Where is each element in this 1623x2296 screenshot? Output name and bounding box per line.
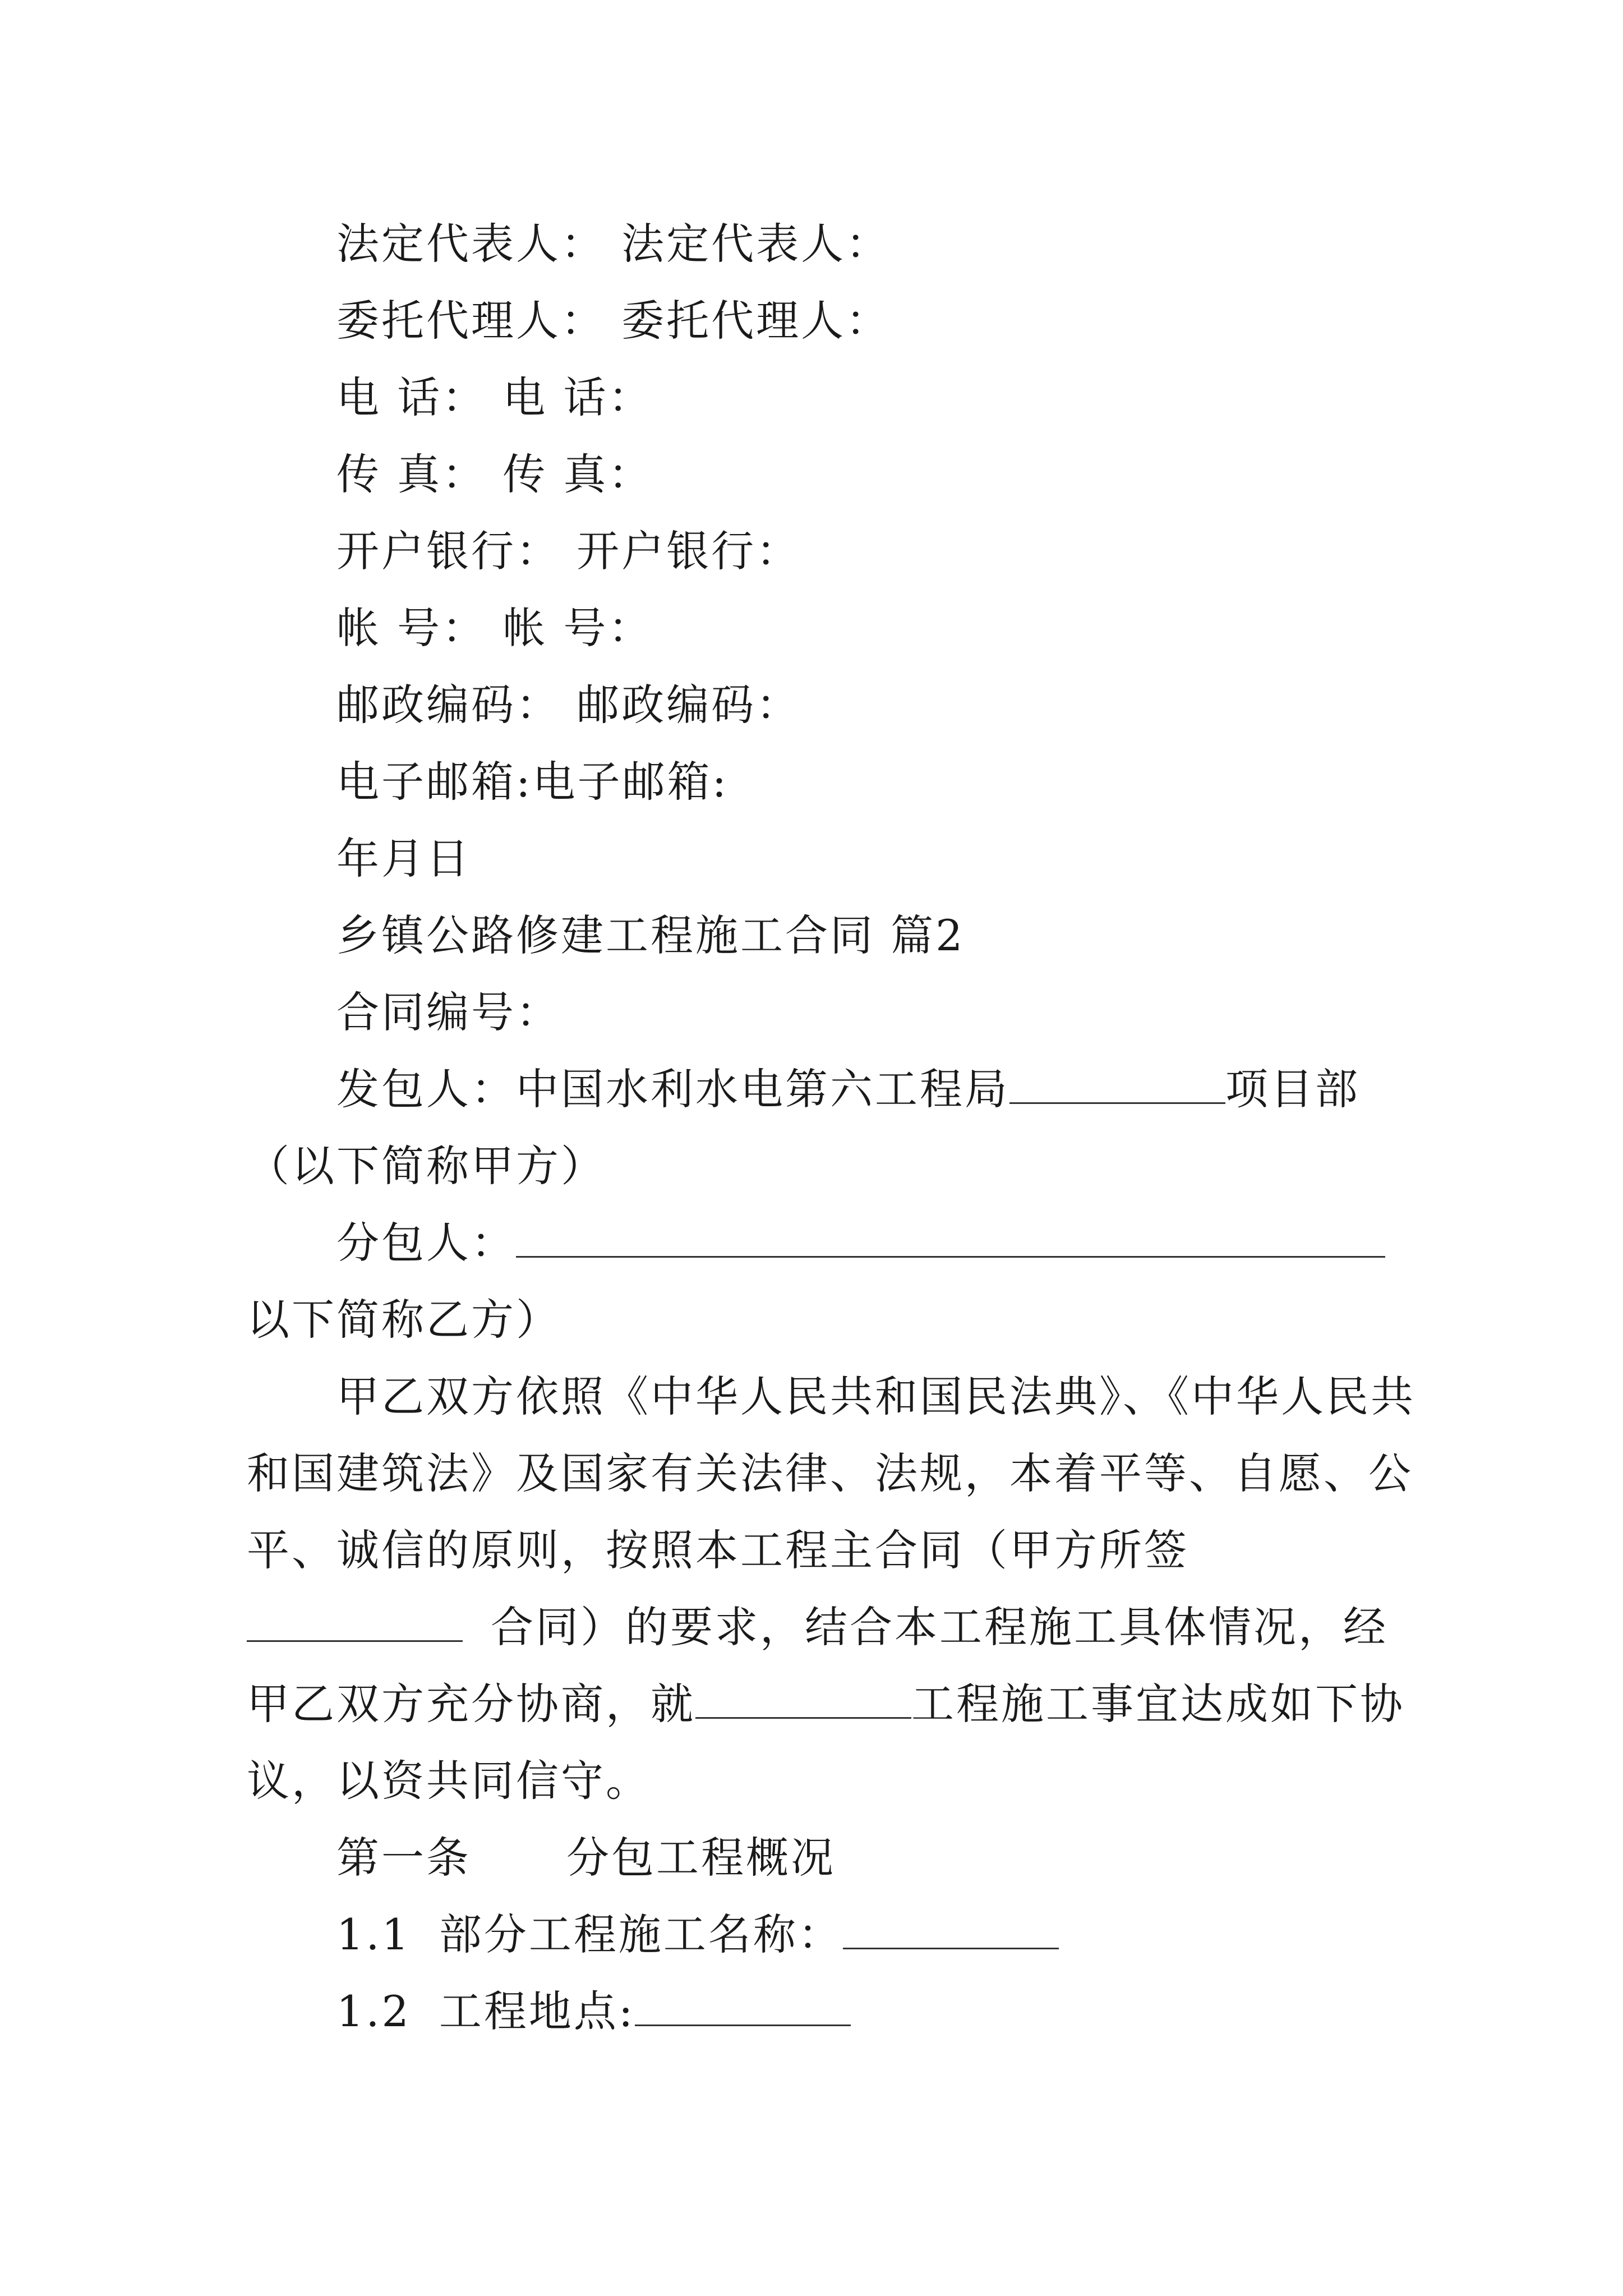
employer-note: （以下简称甲方） xyxy=(247,1141,606,1191)
item-1-2-number: 1.2 xyxy=(336,1986,411,2036)
preamble-line-6: 议，以资共同信守。 xyxy=(247,1756,651,1806)
section-title: 乡镇公路修建工程施工合同 篇2 xyxy=(336,910,965,960)
signature-line-legal-rep: 法定代表人： 法定代表人： xyxy=(336,219,891,269)
item-1-1-number: 1.1 xyxy=(336,1910,411,1959)
article-1-title: 分包工程概况 xyxy=(566,1833,836,1883)
employer-prefix: 发包人：中国水利水电第六工程局 xyxy=(336,1064,1009,1114)
signature-line-fax: 传 真： 传 真： xyxy=(336,449,653,499)
article-1-number: 第一条 xyxy=(336,1833,471,1883)
subcontractor-note: 以下简称乙方） xyxy=(247,1295,561,1345)
preamble-line-4 xyxy=(247,1599,1388,1655)
subcontractor-blank xyxy=(516,1217,1385,1258)
contract-number-label: 合同编号： xyxy=(336,987,561,1037)
item-1-1 xyxy=(336,1907,1059,1963)
item-1-2-blank xyxy=(635,1985,851,2026)
preamble-line-4-text: 合同）的要求，结合本工程施工具体情况，经 xyxy=(491,1602,1388,1652)
preamble-line-5 xyxy=(247,1676,1405,1732)
signature-date: 年月日 xyxy=(336,834,471,884)
employer-blank xyxy=(1009,1063,1225,1104)
signature-line-agent: 委托代理人： 委托代理人： xyxy=(336,296,891,346)
preamble-line-5b: 工程施工事宜达成如下协 xyxy=(911,1679,1405,1729)
preamble-line-3: 平、诚信的原则，按照本工程主合同（甲方所签 xyxy=(247,1525,1189,1575)
employer-line xyxy=(336,1061,1360,1117)
preamble-line-2: 和国建筑法》及国家有关法律、法规，本着平等、自愿、公 xyxy=(247,1448,1413,1498)
preamble-line-5a: 甲乙双方充分协商，就 xyxy=(247,1679,695,1729)
employer-suffix: 项目部 xyxy=(1225,1064,1360,1114)
main-contract-blank xyxy=(247,1601,463,1642)
subcontractor-prefix: 分包人： xyxy=(336,1218,516,1268)
signature-line-phone: 电 话： 电 话： xyxy=(336,372,653,422)
project-name-blank xyxy=(695,1678,911,1719)
signature-line-email: 电子邮箱:电子邮箱: xyxy=(336,757,729,807)
item-1-2 xyxy=(336,1984,851,2040)
item-1-2-label: 工程地点: xyxy=(439,1986,635,2036)
article-1-heading xyxy=(336,1830,836,1886)
item-1-1-blank xyxy=(843,1908,1059,1949)
preamble-line-1: 甲乙双方依照《中华人民共和国民法典》、《中华人民共 xyxy=(336,1372,1415,1421)
item-1-1-label: 部分工程施工名称： xyxy=(439,1910,843,1959)
subcontractor-line xyxy=(336,1215,1385,1271)
signature-line-postcode: 邮政编码： 邮政编码： xyxy=(336,680,801,730)
signature-line-bank: 开户银行： 开户银行： xyxy=(336,526,801,576)
signature-line-account: 帐 号： 帐 号： xyxy=(336,603,653,653)
